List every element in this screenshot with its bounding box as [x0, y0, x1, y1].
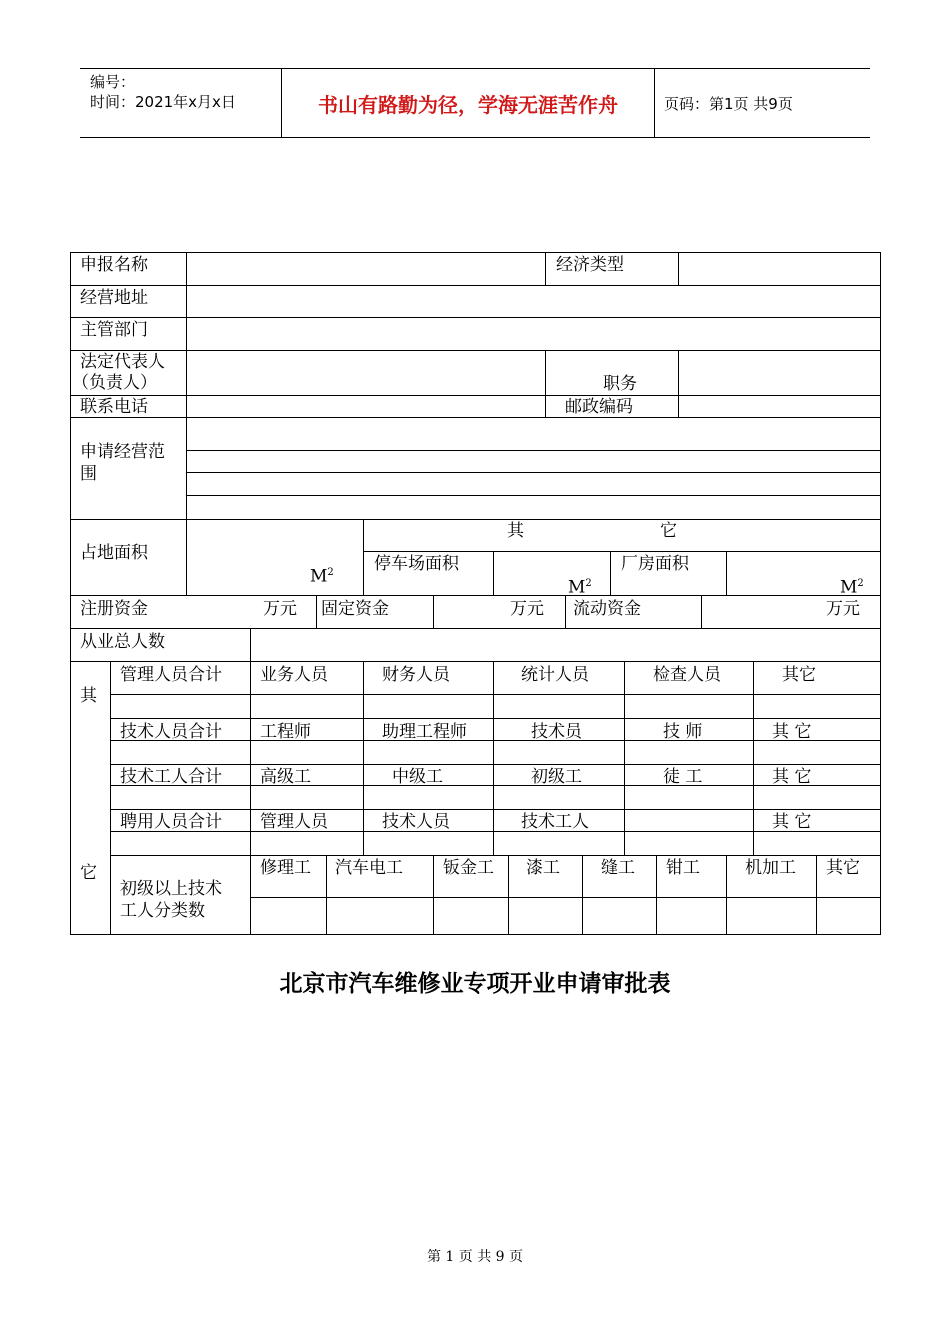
col-line	[316, 595, 317, 628]
label-auto-elec: 汽车电工	[335, 858, 403, 878]
label-scope-cont: 围	[80, 464, 97, 484]
time-label: 时间：2021年x月x日	[90, 93, 236, 111]
label-side-1: 其	[80, 686, 97, 706]
unit-fixed-capital: 万元	[510, 599, 544, 619]
label-hired-total: 聘用人员合计	[120, 812, 222, 832]
col-line	[624, 661, 625, 855]
label-sheet-metal: 钣金工	[443, 858, 494, 878]
label-worker-total: 技术工人合计	[120, 767, 222, 787]
label-reg-capital: 注册资金	[80, 599, 148, 619]
row-line	[110, 718, 881, 719]
col-line	[110, 661, 111, 935]
label-technician: 技术员	[531, 722, 582, 742]
row-line	[110, 740, 881, 741]
label-plant-area: 厂房面积	[621, 554, 689, 574]
label-hired-tech: 技术人员	[382, 812, 450, 832]
row-line	[70, 317, 881, 318]
col-line	[363, 519, 364, 595]
row-line	[70, 519, 881, 520]
unit-parking: $M^2$	[568, 577, 592, 598]
page-header	[80, 68, 870, 138]
label-other-1: 其	[507, 521, 524, 541]
label-parking-area: 停车场面积	[374, 554, 459, 574]
unit-current-capital: 万元	[826, 599, 860, 619]
label-current-capital: 流动资金	[573, 599, 641, 619]
label-phone: 联系电话	[80, 397, 148, 417]
col-line	[493, 551, 494, 595]
label-apply-name: 申报名称	[80, 255, 148, 275]
label-tech-others: 其 它	[772, 722, 812, 742]
col-line	[678, 252, 679, 285]
col-line	[701, 595, 702, 628]
label-senior-worker: 高级工	[260, 767, 311, 787]
header-meta	[80, 69, 282, 137]
document-title: 北京市汽车维修业专项开业申请审批表	[279, 971, 671, 997]
row-line	[70, 661, 881, 662]
col-line	[363, 661, 364, 855]
label-junior-worker: 初级工	[531, 767, 582, 787]
col-line	[582, 855, 583, 935]
col-line	[493, 661, 494, 855]
label-hired-worker: 技术工人	[521, 812, 589, 832]
col-line	[326, 855, 327, 935]
label-mgmt-total: 管理人员合计	[120, 665, 222, 685]
row-line	[70, 417, 881, 418]
col-line	[726, 551, 727, 595]
col-line	[433, 595, 434, 628]
page-footer: 第 1 页 共 9 页	[426, 1249, 524, 1265]
label-tech-master: 技 师	[663, 722, 703, 742]
application-form-table	[70, 252, 881, 935]
row-line	[110, 785, 881, 786]
row-line	[110, 831, 881, 832]
label-machining: 机加工	[745, 858, 796, 878]
label-legal-rep: 法定代表人	[80, 352, 165, 372]
label-finance-staff: 财务人员	[382, 665, 450, 685]
unit-area: $M^2$	[310, 566, 334, 587]
label-hired-mgmt: 管理人员	[260, 812, 328, 832]
number-label: 编号：	[90, 73, 136, 91]
label-worker-others: 其 它	[772, 767, 812, 787]
row-line	[70, 350, 881, 351]
col-line	[508, 855, 509, 935]
label-sew: 缝工	[601, 858, 635, 878]
label-class-1: 初级以上技术	[120, 879, 222, 899]
label-postcode: 邮政编码	[565, 397, 633, 417]
col-line	[433, 855, 434, 935]
label-business-staff: 业务人员	[260, 665, 328, 685]
row-line	[186, 495, 881, 496]
row-line	[70, 395, 881, 396]
label-fitter: 钳工	[666, 858, 700, 878]
label-address: 经营地址	[80, 288, 148, 308]
row-line	[250, 897, 881, 898]
col-line	[678, 350, 679, 417]
form-border-bottom	[70, 934, 881, 935]
row-line	[186, 472, 881, 473]
label-repair: 修理工	[260, 858, 311, 878]
label-engineer: 工程师	[260, 722, 311, 742]
label-apprentice: 徒 工	[663, 767, 703, 787]
col-line	[186, 252, 187, 595]
col-line	[545, 252, 546, 285]
label-inspect-staff: 检查人员	[653, 665, 721, 685]
row-line	[70, 595, 881, 596]
col-line	[610, 551, 611, 595]
label-tech-total: 技术人员合计	[120, 722, 222, 742]
label-econ-type: 经济类型	[556, 255, 624, 275]
col-line	[565, 595, 566, 628]
label-scope: 申请经营范	[80, 442, 165, 462]
col-line	[656, 855, 657, 935]
col-line	[753, 661, 754, 855]
unit-plant: $M^2$	[840, 577, 864, 598]
label-hired-others: 其 它	[772, 812, 812, 832]
row-line	[70, 628, 881, 629]
col-line	[816, 855, 817, 935]
form-border-left	[70, 252, 71, 935]
unit-reg-capital: 万元	[263, 599, 297, 619]
col-line	[250, 661, 251, 935]
header-motto: 书山有路勤为径，学海无涯苦作舟	[282, 69, 655, 137]
form-border-top	[70, 252, 881, 253]
row-line	[110, 694, 881, 695]
row-line	[110, 809, 881, 810]
header-page-info: 页码：第1页 共9页	[664, 94, 793, 113]
row-line	[186, 450, 881, 451]
row-line	[70, 285, 881, 286]
label-mid-worker: 中级工	[392, 767, 443, 787]
row-line	[110, 855, 881, 856]
col-line	[250, 628, 251, 661]
label-dept: 主管部门	[80, 320, 148, 340]
label-total-staff: 从业总人数	[80, 632, 165, 652]
row-line	[110, 764, 881, 765]
label-mgmt-others: 其它	[782, 665, 816, 685]
label-class-2: 工人分类数	[120, 901, 205, 921]
col-line	[545, 350, 546, 417]
label-other-2: 它	[660, 521, 677, 541]
label-legal-rep-sub: （负责人）	[72, 373, 157, 393]
label-paint: 漆工	[526, 858, 560, 878]
label-asst-engineer: 助理工程师	[382, 722, 467, 742]
col-line	[726, 855, 727, 935]
label-stats-staff: 统计人员	[521, 665, 589, 685]
label-side-2: 它	[80, 863, 97, 883]
row-line	[363, 551, 881, 552]
form-border-right	[880, 252, 881, 935]
label-fixed-capital: 固定资金	[321, 599, 389, 619]
label-position: 职务	[603, 374, 637, 394]
label-area: 占地面积	[80, 543, 148, 563]
label-class-others: 其它	[826, 858, 860, 878]
